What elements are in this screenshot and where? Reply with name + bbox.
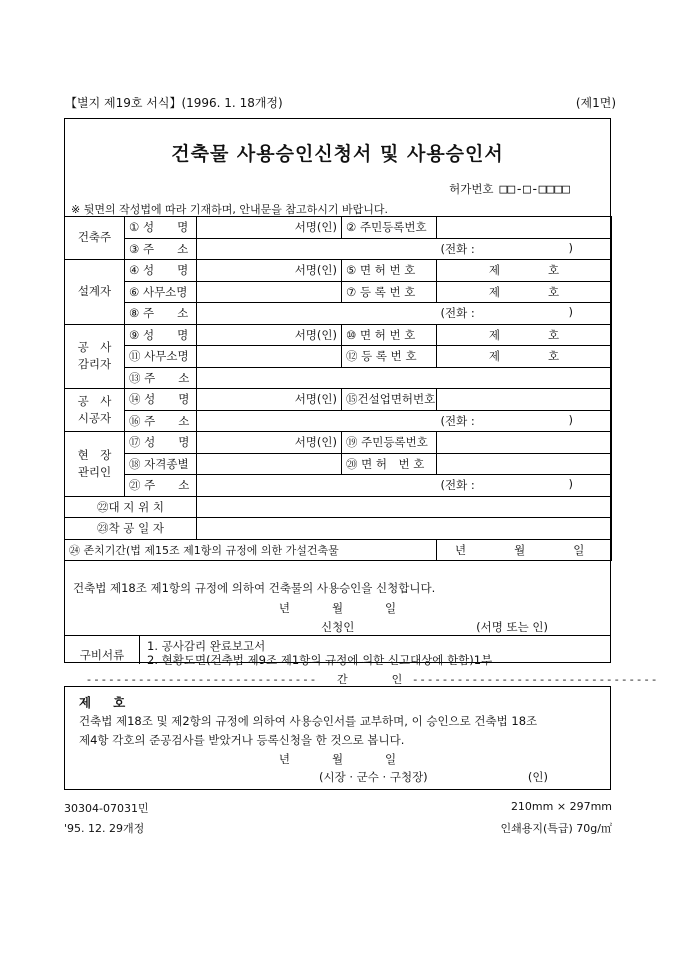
owner-phone[interactable]: [437, 238, 612, 260]
page-label: (제1면): [575, 96, 616, 110]
je-mark: 제: [488, 327, 500, 342]
supervisor-register-label: ⑫ 등 록 번 호: [342, 346, 437, 368]
applicant-table: [64, 216, 612, 561]
permit-label: 허가번호: [449, 182, 494, 196]
owner-address-field[interactable]: [197, 238, 437, 260]
form-code: 30304-07031민: [64, 802, 149, 815]
section-label-line2: 감리자: [77, 357, 112, 372]
section-owner: 건축주: [65, 217, 125, 260]
section-supervisor: [65, 324, 125, 389]
table-row: [65, 410, 612, 432]
je-mark: 제: [488, 284, 500, 299]
manager-address-field[interactable]: [197, 475, 437, 497]
manager-resident-label: ⑲ 주민등록번호: [342, 432, 437, 454]
table-row: [65, 324, 612, 346]
ho-mark: 호: [548, 284, 560, 299]
section-label-line2: 관리인: [77, 464, 112, 479]
start-date-field[interactable]: [197, 518, 612, 540]
sign-mark: 서명(인): [294, 263, 337, 278]
section-label-line1: 공 사: [77, 340, 112, 354]
designer-phone[interactable]: [437, 303, 612, 325]
month-label: 월: [331, 601, 344, 615]
phone-label: (전화 :: [440, 306, 475, 321]
supervisor-license-label: ⑩ 면 허 번 호: [342, 324, 437, 346]
contractor-address-field[interactable]: [197, 410, 437, 432]
manager-qualification-label: ⑱ 자격종별: [125, 453, 197, 475]
contractor-license-field[interactable]: [437, 389, 612, 411]
section-label-line1: 현 장: [77, 447, 112, 462]
table-row: [65, 303, 612, 325]
approval-number: 제호: [79, 695, 148, 710]
table-row: [65, 539, 612, 561]
instruction-note: ※ 뒷면의 작성법에 따라 기재하며, 안내문을 참고하시기 바랍니다.: [71, 203, 388, 216]
owner-resident-field[interactable]: [437, 217, 612, 239]
year-label: 년: [278, 752, 290, 766]
table-row: [65, 475, 612, 497]
table-row: [65, 367, 612, 389]
day-label: 일: [385, 752, 397, 766]
table-row: [65, 281, 612, 303]
je-mark: 제: [488, 349, 500, 364]
manager-address-label: ㉑ 주 소: [125, 475, 197, 497]
permit-number: [449, 181, 570, 197]
sign-mark: 서명(인): [294, 435, 337, 450]
form-title: 건축물 사용승인신청서 및 사용승인서: [171, 143, 504, 165]
divider: [139, 636, 140, 664]
table-row: [65, 346, 612, 368]
authority-seal: (인): [527, 770, 548, 784]
month-label: 월: [331, 752, 344, 766]
manager-name-label: ⑰ 성 명: [125, 432, 197, 454]
designer-name-field[interactable]: [197, 260, 342, 282]
manager-qualification-field[interactable]: [197, 453, 342, 475]
manager-license-field[interactable]: [437, 453, 612, 475]
table-row: [65, 238, 612, 260]
designer-name-label: ④ 성 명: [125, 260, 197, 282]
revision-date: '95. 12. 29개정: [64, 822, 145, 835]
designer-license-label: ⑤ 면 허 번 호: [342, 260, 437, 282]
contractor-license-label: ⑮건설업면허번호: [342, 389, 437, 411]
phone-close: ): [568, 240, 573, 255]
manager-resident-field[interactable]: [437, 432, 612, 454]
phone-close: ): [568, 305, 573, 320]
section-label-line1: 공 사: [77, 393, 112, 408]
designer-address-label: ⑧ 주 소: [125, 303, 197, 325]
phone-label: (전화 :: [440, 478, 475, 493]
owner-name-field[interactable]: [197, 217, 342, 239]
sign-mark: 서명(인): [294, 392, 337, 407]
designer-register-field[interactable]: [437, 281, 612, 303]
designer-office-label: ⑥ 사무소명: [125, 281, 197, 303]
section-label-line2: 시공자: [77, 411, 112, 425]
manager-license-label: ⑳ 면 허 번 호: [342, 453, 437, 475]
ho-mark: 호: [548, 263, 560, 278]
contractor-name-label: ⑭ 성 명: [125, 389, 197, 411]
supervisor-address-label: ⑬ 주 소: [125, 367, 197, 389]
start-date-label: ㉓착 공 일 자: [65, 518, 197, 540]
temporary-building-label: ㉔ 존치기간(법 제15조 제1항의 규정에 의한 가설건축물: [65, 539, 437, 561]
permit-boxes[interactable]: □□-□-□□□□: [499, 182, 570, 197]
day-label: 일: [385, 601, 397, 615]
designer-office-field[interactable]: [197, 281, 342, 303]
section-designer: 설계자: [65, 260, 125, 325]
owner-resident-label: ② 주민등록번호: [342, 217, 437, 239]
day-label: 일: [573, 542, 585, 557]
ho-mark: 호: [548, 327, 560, 342]
manager-phone[interactable]: [437, 475, 612, 497]
table-row: [65, 432, 612, 454]
year-label: 년: [455, 542, 467, 557]
supervisor-name-label: ⑨ 성 명: [125, 324, 197, 346]
je-mark: 제: [488, 263, 500, 278]
application-date[interactable]: [65, 600, 610, 616]
location-field[interactable]: [197, 496, 612, 518]
application-statement: 건축법 제18조 제1항의 규정에 의하여 건축물의 사용승인을 신청합니다.: [73, 581, 436, 595]
phone-close: ): [568, 477, 573, 492]
approval-certificate: [64, 686, 611, 790]
paper-spec: 인쇄용지(특급) 70g/㎡: [500, 822, 612, 835]
table-row: [65, 453, 612, 475]
table-row: [65, 260, 612, 282]
supervisor-license-field[interactable]: [437, 324, 612, 346]
seal-cut-line: - - - - - - - - - - - - - - - - - - - - - - - - - - - - - - - 간 인 - - - - - - - - - - - - - - - - - - - - - - - - - - - - - - - - -: [87, 673, 657, 686]
supervisor-office-label: ⑪ 사무소명: [125, 346, 197, 368]
phone-close: ): [568, 412, 573, 427]
sign-mark: 서명(인): [294, 327, 337, 342]
month-label: 월: [514, 542, 526, 557]
contractor-address-label: ⑯ 주 소: [125, 410, 197, 432]
documents-label: 구비서류: [79, 648, 125, 662]
designer-address-field[interactable]: [197, 303, 437, 325]
location-label: ㉒대 지 위 치: [65, 496, 197, 518]
approval-authority: (시장 · 군수 · 구청장): [319, 770, 428, 784]
approval-date: [65, 751, 610, 767]
form-number: 【별지 제19호 서식】(1996. 1. 18개정): [65, 96, 283, 110]
divider: [65, 635, 610, 636]
ho-mark: 호: [548, 349, 560, 364]
supervisor-name-field[interactable]: [197, 324, 342, 346]
applicant-signature[interactable]: (서명 또는 인): [476, 620, 548, 634]
owner-address-label: ③ 주 소: [125, 238, 197, 260]
sign-mark: 서명(인): [294, 220, 337, 235]
contractor-name-field[interactable]: [197, 389, 342, 411]
approval-text-line2: 제4항 각호의 준공검사를 받았거나 등록신청을 한 것으로 봅니다.: [79, 733, 405, 747]
table-row: [65, 496, 612, 518]
document-item: 1. 공사감리 완료보고서: [147, 639, 266, 653]
manager-name-field[interactable]: [197, 432, 342, 454]
phone-label: (전화 :: [440, 413, 475, 428]
supervisor-office-field[interactable]: [197, 346, 342, 368]
phone-label: (전화 :: [440, 241, 475, 256]
table-row: [65, 389, 612, 411]
designer-license-field[interactable]: [437, 260, 612, 282]
owner-name-label: ① 성 명: [125, 217, 197, 239]
table-row: [65, 217, 612, 239]
section-site-manager: [65, 432, 125, 497]
applicant-label: 신청인: [321, 620, 355, 634]
designer-register-label: ⑦ 등 록 번 호: [342, 281, 437, 303]
temporary-period-field[interactable]: [437, 539, 612, 561]
supervisor-address-field[interactable]: [197, 367, 612, 389]
contractor-phone[interactable]: [437, 410, 612, 432]
application-form: [64, 118, 611, 667]
document-item: 2. 현황도면(건축법 제9조 제1항의 규정에 의한 신고대상에 한함)1부: [147, 653, 493, 667]
paper-size: 210mm × 297mm: [510, 800, 612, 813]
section-contractor: [65, 389, 125, 432]
supervisor-register-field[interactable]: [437, 346, 612, 368]
approval-text-line1: 건축법 제18조 및 제2항의 규정에 의하여 사용승인서를 교부하며, 이 승인으로 건축법 18조: [79, 714, 538, 728]
table-row: [65, 518, 612, 540]
year-label: 년: [278, 601, 290, 615]
